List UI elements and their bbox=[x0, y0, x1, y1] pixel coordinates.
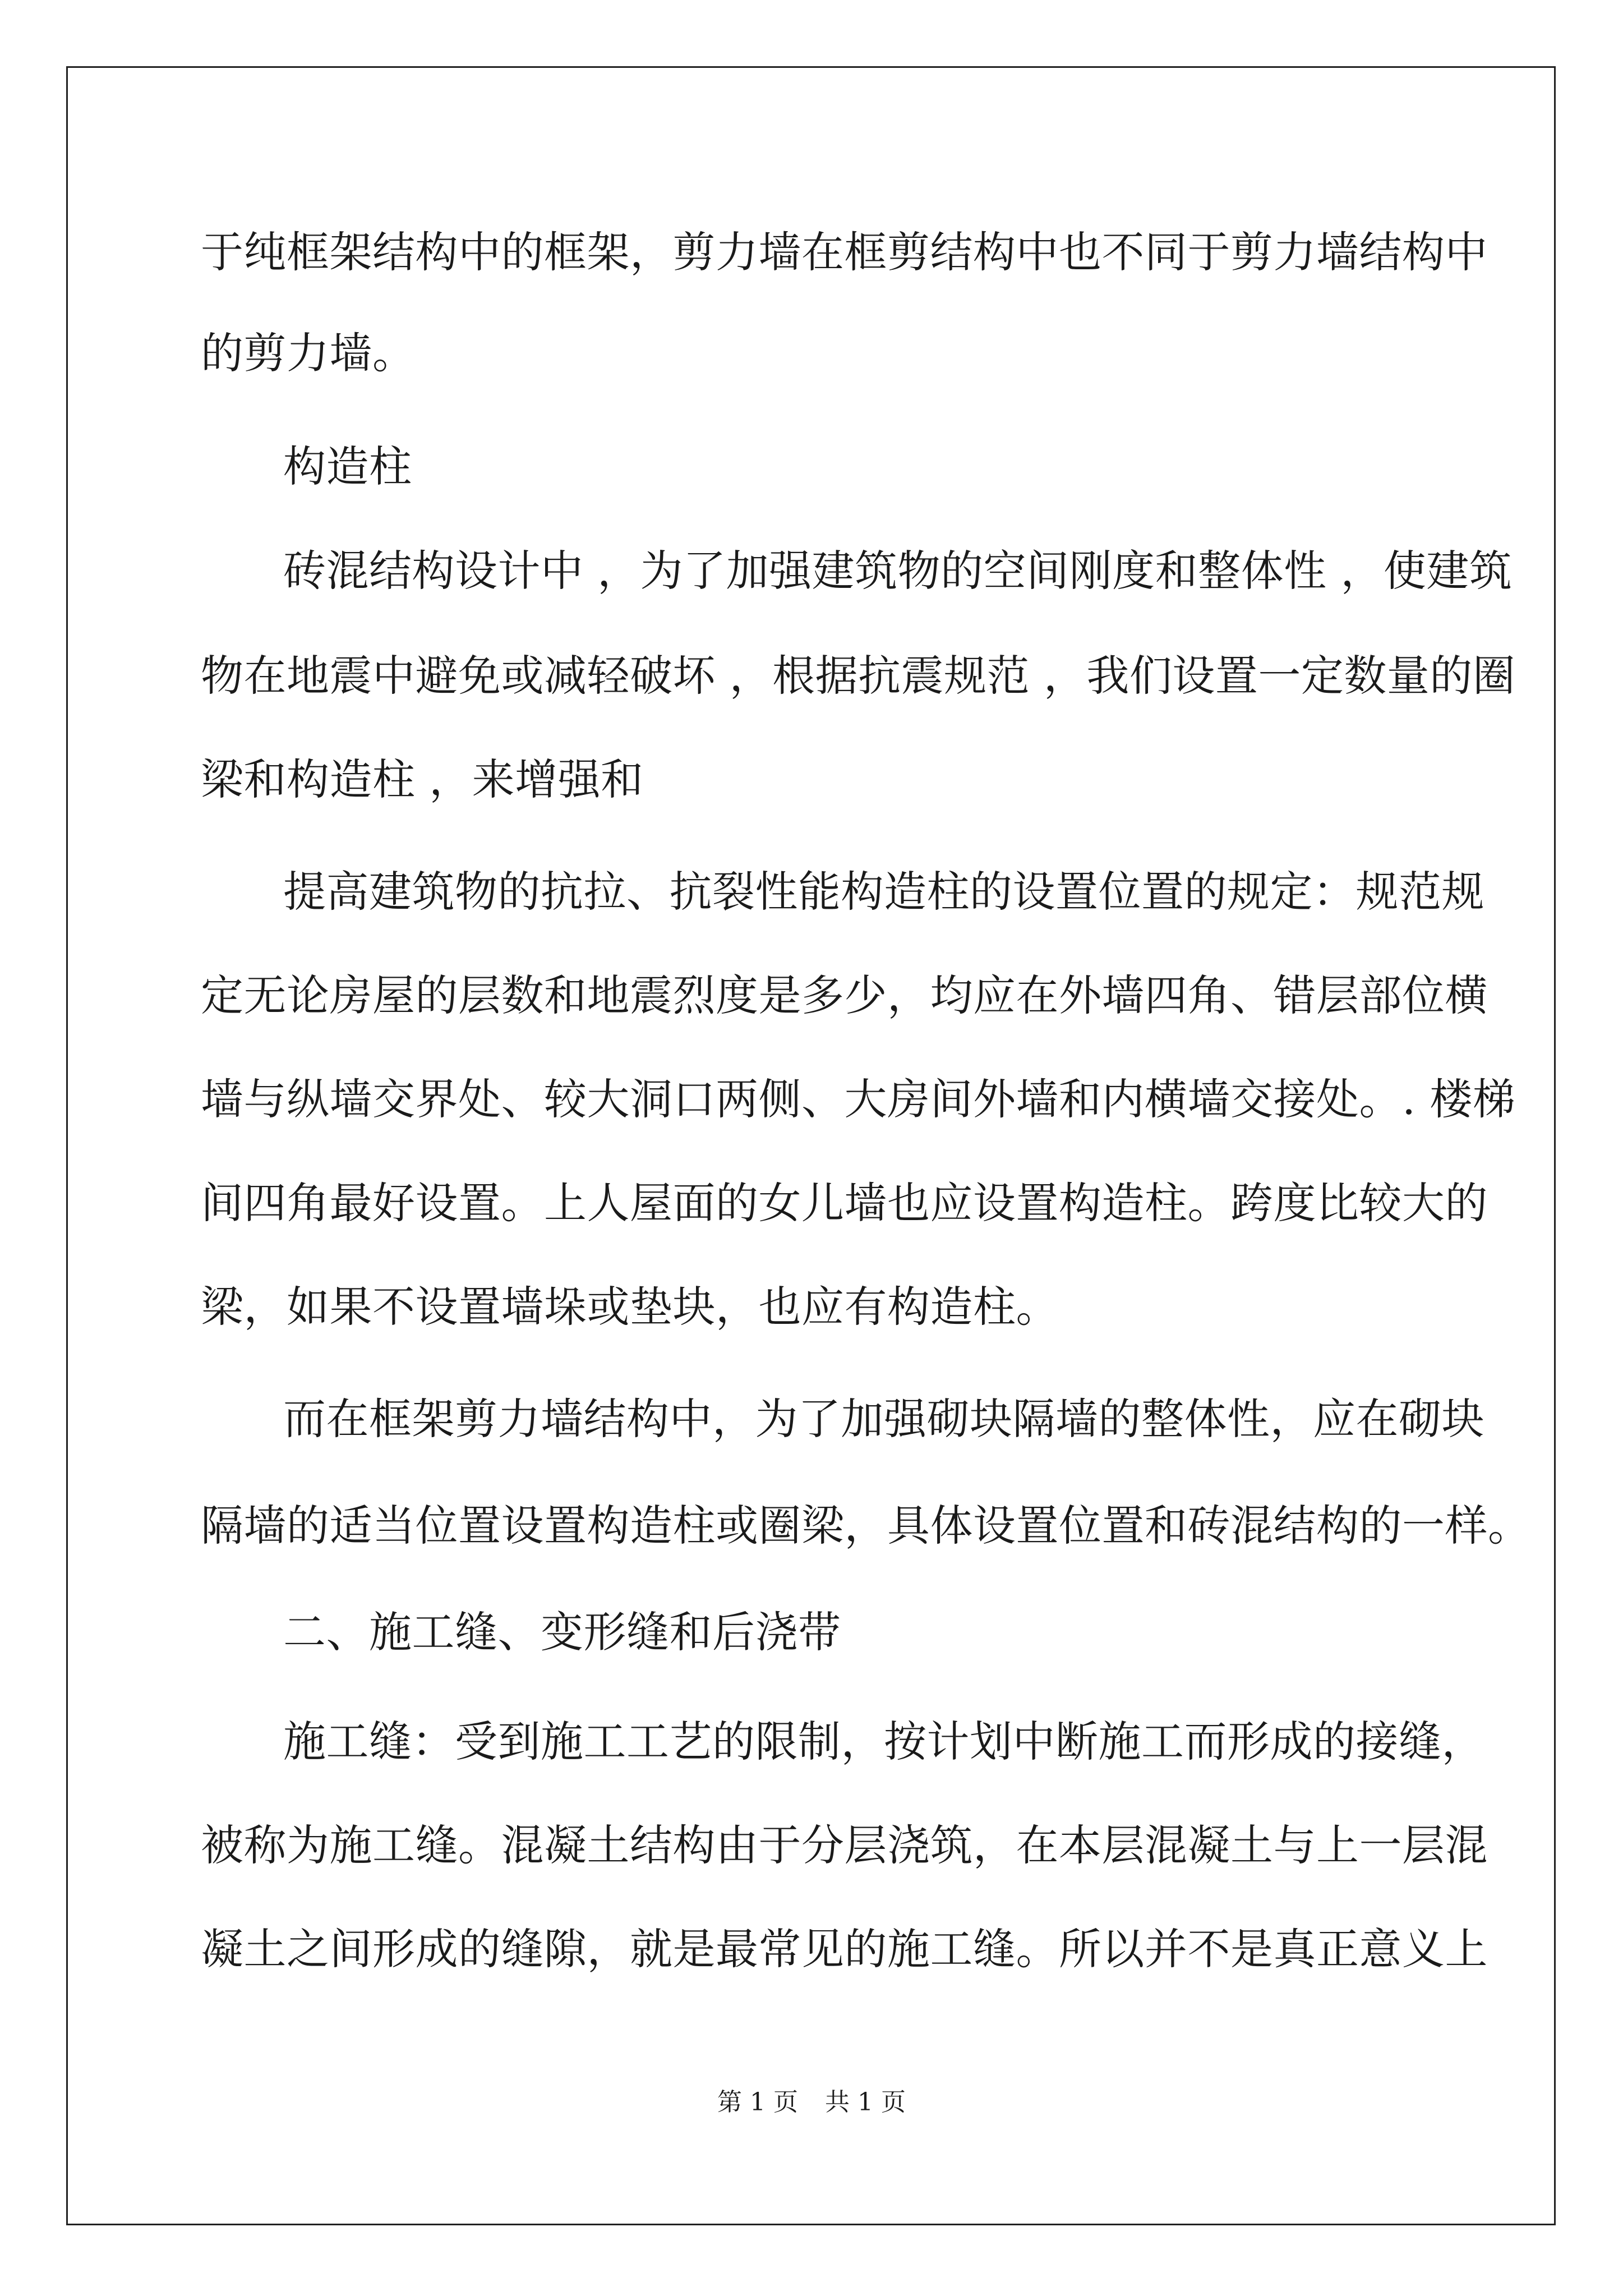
text-line: 梁和构造柱 ，来增强和 bbox=[201, 754, 644, 804]
page-number: 第 1 页 bbox=[717, 2088, 798, 2116]
text-line: 而在框架剪力墙结构中，为了加强砌块隔墙的整体性，应在砌块 bbox=[283, 1394, 1484, 1444]
section-heading: 构造柱 bbox=[283, 441, 412, 491]
section-heading: 二、施工缝、变形缝和后浇带 bbox=[283, 1607, 841, 1657]
text-line: 提高建筑物的抗拉、抗裂性能构造柱的设置位置的规定：规范规 bbox=[283, 867, 1484, 917]
text-line: 墙与纵墙交界处、较大洞口两侧、大房间外墙和内横墙交接处。. 楼梯 bbox=[201, 1074, 1516, 1124]
text-line: 砖混结构设计中 ，为了加强建筑物的空间刚度和整体性 ，使建筑 bbox=[283, 546, 1513, 596]
text-line: 定无论房屋的层数和地震烈度是多少，均应在外墙四角、错层部位横 bbox=[201, 970, 1488, 1020]
text-line: 物在地震中避免或减轻破坏 ，根据抗震规范 ，我们设置一定数量的圈 bbox=[201, 651, 1516, 701]
text-line: 被称为施工缝。混凝土结构由于分层浇筑，在本层混凝土与上一层混 bbox=[201, 1820, 1488, 1870]
text-line: 间四角最好设置。上人屋面的女儿墙也应设置构造柱。跨度比较大的 bbox=[201, 1178, 1488, 1228]
page-total: 共 1 页 bbox=[825, 2088, 906, 2116]
text-line: 的剪力墙。 bbox=[201, 328, 416, 378]
text-line: 于纯框架结构中的框架，剪力墙在框剪结构中也不同于剪力墙结构中 bbox=[201, 227, 1488, 277]
page-footer bbox=[0, 2086, 1623, 2119]
text-line: 凝土之间形成的缝隙，就是最常见的施工缝。所以并不是真正意义上 bbox=[201, 1924, 1488, 1974]
text-line: 施工缝：受到施工工艺的限制，按计划中断施工而形成的接缝， bbox=[283, 1717, 1484, 1766]
page-border bbox=[66, 66, 1556, 2225]
text-line: 隔墙的适当位置设置构造柱或圈梁，具体设置位置和砖混结构的一样。 bbox=[201, 1501, 1531, 1550]
text-line: 梁，如果不设置墙垛或垫块，也应有构造柱。 bbox=[201, 1282, 1059, 1332]
